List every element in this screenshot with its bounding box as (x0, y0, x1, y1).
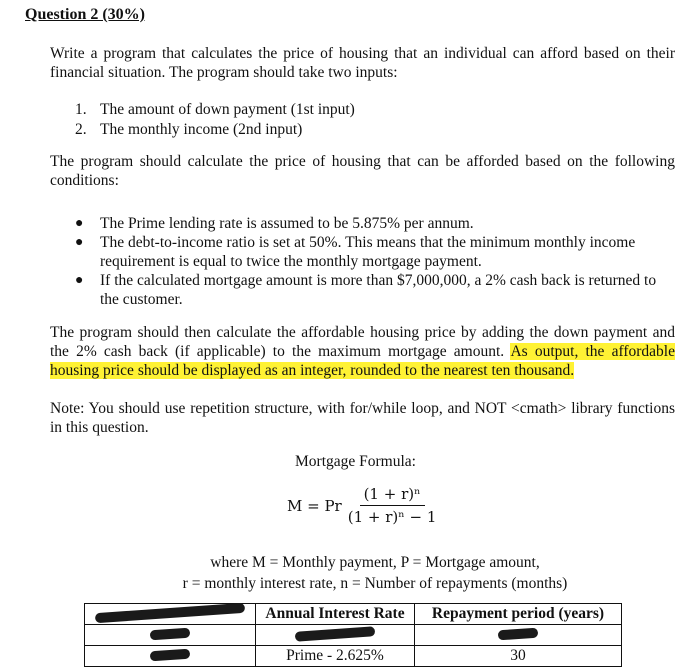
table-cell (256, 625, 415, 646)
formula-title: Mortgage Formula: (295, 453, 416, 470)
list-text: If the calculated mortgage amount is more than $7,000,000, a 2% cash back is returned to the customer. (100, 272, 657, 308)
table-header-cell: Annual Interest Rate (256, 604, 415, 625)
list-item (75, 214, 675, 233)
bullet-icon: ● (75, 235, 84, 250)
list-item (75, 120, 355, 140)
list-text: The Prime lending rate is assumed to be 5.875% per annum. (100, 215, 474, 232)
highlighted-text: As output, the affordable housing price should be displayed as an integer, rounded to the nearest ten thousand. (50, 343, 675, 379)
list-text: The monthly income (2nd input) (100, 121, 303, 138)
bullet-icon: ● (75, 216, 84, 231)
redaction-scribble (295, 626, 376, 642)
mortgage-formula (287, 485, 440, 526)
formula-legend-line-1: where M = Monthly payment, P = Mortgage amount, (210, 554, 540, 571)
table-header-row (85, 604, 622, 625)
bullet-icon: ● (75, 273, 84, 288)
redaction-scribble (150, 628, 191, 641)
list-text: The debt-to-income ratio is set at 50%. This means that the minimum monthly income requirement is equal to twice the monthly mortgage payment. (100, 234, 636, 270)
conditions-intro: The program should calculate the price of housing that can be afforded based on the following conditions: (50, 153, 675, 189)
formula-lhs: M = Pr (287, 496, 342, 515)
conditions-list (75, 214, 675, 309)
question-heading: Question 2 (30%) (25, 6, 145, 23)
table-cell (415, 625, 622, 646)
formula-numerator: (1 + r)ⁿ (360, 485, 425, 506)
list-text: The amount of down payment (1st input) (100, 101, 355, 118)
list-number: 2. (75, 121, 87, 138)
table-cell: 30 (415, 646, 622, 667)
redaction-scribble (95, 603, 245, 623)
list-item (75, 271, 675, 309)
table-cell (85, 646, 256, 667)
formula-legend-line-2: r = monthly interest rate, n = Number of repayments (months) (182, 575, 568, 592)
list-item (75, 233, 675, 271)
calculation-text: The program should then calculate the affordable housing price by adding the down payment and the 2% cash back (if applicable) to the maximum mortgage amount. (50, 324, 675, 360)
intro-paragraph: Write a program that calculates the price of housing that an individual can afford based on their financial situation. The program should take two inputs: (50, 45, 675, 81)
formula-denominator: (1 + r)ⁿ − 1 (347, 508, 437, 526)
inputs-list (75, 100, 355, 140)
table-header-cell (85, 604, 256, 625)
table-header-cell: Repayment period (years) (415, 604, 622, 625)
calculation-paragraph (50, 323, 675, 380)
table-row (85, 625, 622, 646)
list-number: 1. (75, 101, 87, 118)
rate-table (84, 603, 622, 667)
table-cell (85, 625, 256, 646)
table-row (85, 646, 622, 667)
redaction-scribble (150, 649, 191, 662)
formula-fraction (344, 485, 441, 526)
redaction-scribble (498, 628, 539, 641)
note-paragraph: Note: You should use repetition structure, with for/while loop, and NOT <cmath> library functions in this question. (50, 400, 675, 436)
list-item (75, 100, 355, 120)
table-cell: Prime - 2.625% (256, 646, 415, 667)
